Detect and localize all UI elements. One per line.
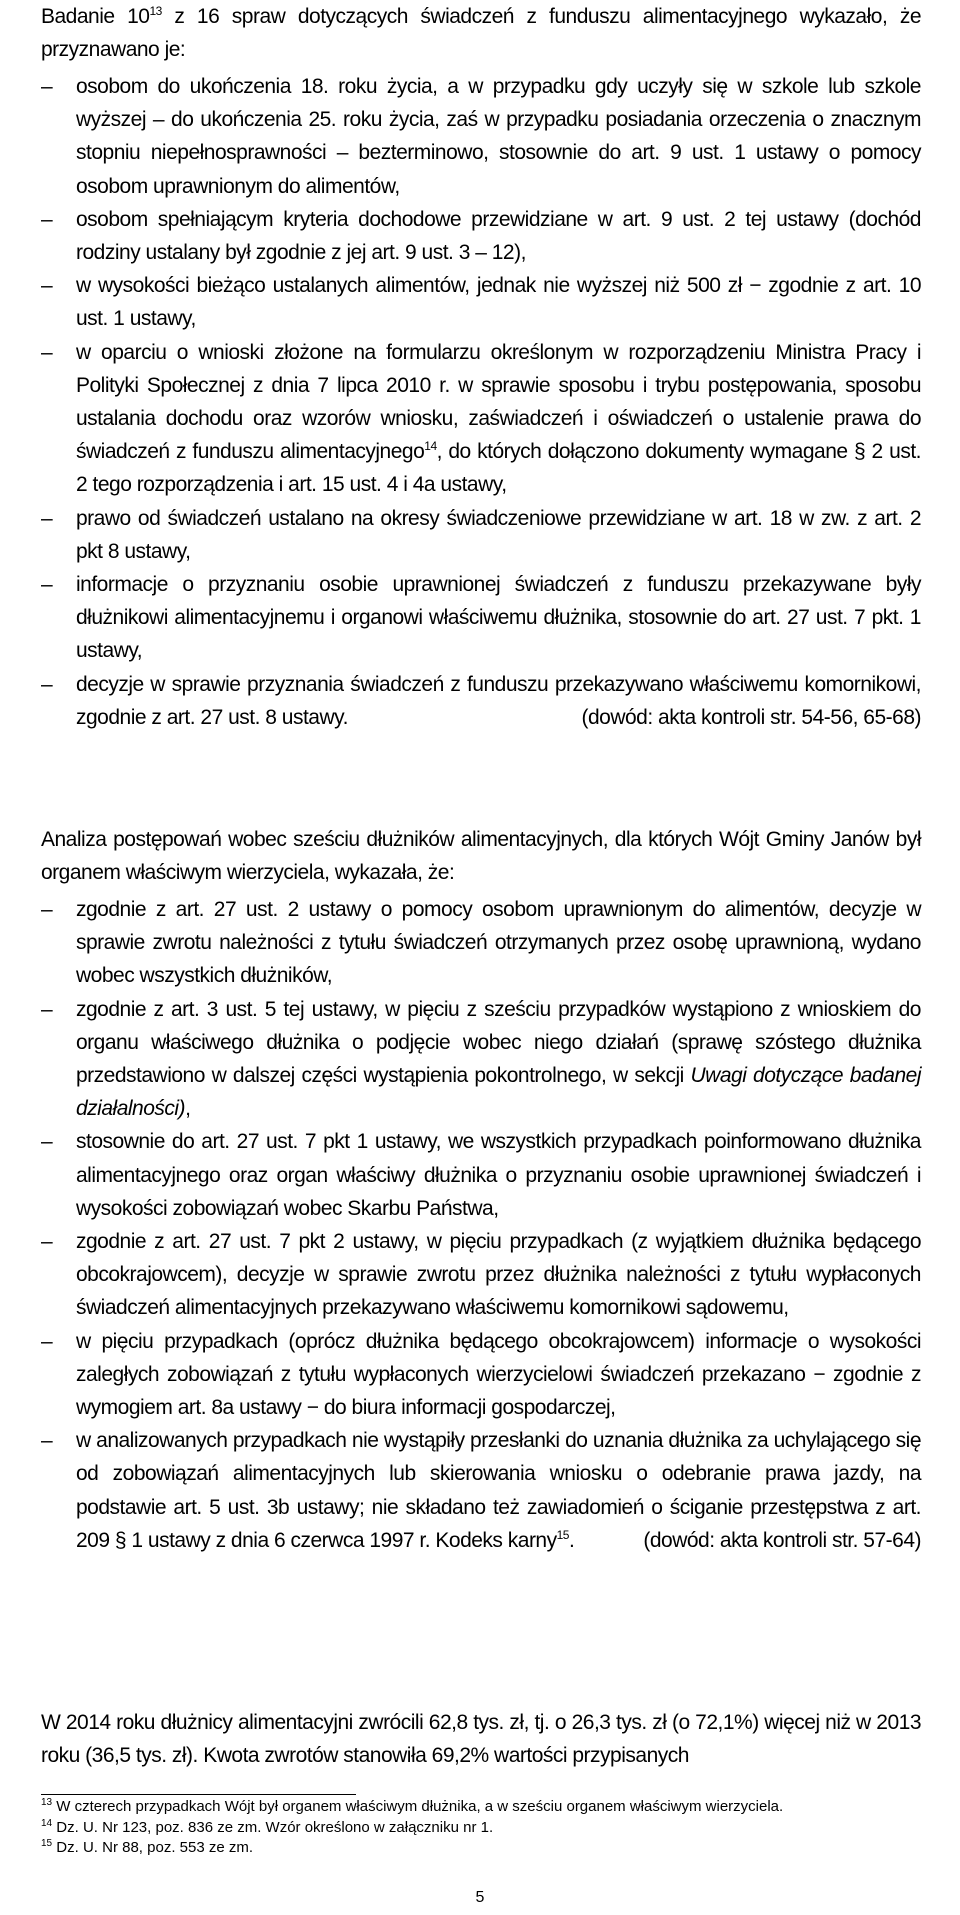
dash-bullet (41, 336, 63, 369)
footnote-15: $^{15}$ Dz. U. Nr 88, poz. 553 ze zm. (41, 1838, 254, 1856)
dash-bullet (41, 269, 63, 302)
list-item: – w oparciu o wnioski złożone na formularzu określonym w rozporządzeniu Ministra Pracy i Polityki Społecznej z dnia 7 lipca 2010 r. w sprawie sposobu i trybu postępowania, sposobu ustalania dochodu oraz wzorów wniosku, zaświadczeń i oświadczeń o ustalenie prawa do świadczeń z funduszu alimentacyjnego$^{14}$, do których dołączono dokumenty wymagane § 2 ust. 2 tego rozporządzenia i art. 15 ust. 4 i 4a ustawy, (41, 336, 921, 502)
intro-paragraph (41, 0, 921, 66)
analysis-paragraph: Analiza postępowań wobec sześciu dłużników alimentacyjnych, dla których Wójt Gminy Janów był organem właściwym wierzyciela, wykazała, że: (41, 828, 921, 885)
list-item: – stosownie do art. 27 ust. 7 pkt 1 ustawy, we wszystkich przypadkach poinformowano dłużnika alimentacyjnego oraz organ właściwy dłużnika o przyznaniu osobie uprawnionej świadczeń i wysokości zobowiązań wobec Skarbu Państwa, (41, 1125, 921, 1225)
dash-bullet (41, 502, 63, 535)
footnote-ref-13: 13 (149, 4, 162, 18)
list-item: – decyzje w sprawie przyznania świadczeń z funduszu przekazywano właściwemu komornikowi, zgodnie z art. 27 ust. 8 ustawy. (dowód: akta kontroli str. 54-56, 65-68) (41, 668, 921, 734)
dash-bullet (41, 1424, 63, 1457)
footnote-ref-15: 15 (556, 1527, 569, 1542)
list-item: – zgodnie z art. 27 ust. 2 ustawy o pomocy osobom uprawnionym do alimentów, decyzje w sprawie zwrotu należności z tytułu świadczeń otrzymanych przez osobę uprawnioną, wydano wobec wszystkich dłużników, (41, 893, 921, 993)
findings-list-1 (41, 70, 921, 734)
footnotes (41, 1797, 921, 1859)
intro-text: Badanie 10 (41, 5, 150, 28)
footnote-13: $^{13}$ W czterech przypadkach Wójt był organem właściwym dłużnika, a w sześciu organem właściwym wierzyciela. (41, 1797, 784, 1815)
dash-bullet (41, 668, 63, 701)
evidence-reference: (dowód: akta kontroli str. 54-56, 65-68) (581, 705, 921, 729)
dash-bullet (41, 993, 63, 1026)
evidence-reference: (dowód: akta kontroli str. 57-64) (643, 1528, 921, 1552)
list-item: – osobom spełniającym kryteria dochodowe przewidziane w art. 9 ust. 2 tej ustawy (dochód rodziny ustalany był zgodnie z jej art. 9 ust. 3 – 12), (41, 203, 921, 269)
dash-bullet (41, 1225, 63, 1258)
dash-bullet (41, 70, 63, 103)
dash-bullet (41, 203, 63, 236)
dash-bullet (41, 1125, 63, 1158)
italic-section-name: Uwagi dotyczące badanej działalności) (76, 1064, 921, 1121)
page-number: 5 (475, 1889, 485, 1906)
list-item: – w wysokości bieżąco ustalanych alimentów, jednak nie wyższej niż 500 zł − zgodnie z art. 10 ust. 1 ustawy, (41, 269, 921, 335)
list-item: – zgodnie z art. 27 ust. 7 pkt 2 ustawy, w pięciu przypadkach (z wyjątkiem dłużnika będącego obcokrajowcem), decyzje w sprawie zwrotu przez dłużnika należności z tytułu wypłaconych świadczeń alimentacyjnych przekazywano właściwemu komornikowi sądowemu, (41, 1225, 921, 1325)
intro-text-cont: z 16 spraw dotyczących świadczeń z funduszu alimentacyjnego wykazało, że przyznawano je: (41, 5, 921, 62)
footnote-separator (41, 1794, 356, 1795)
list-item: – w pięciu przypadkach (oprócz dłużnika będącego obcokrajowcem) informacje o wysokości zaległych zobowiązań z tytułu wypłaconych wierzycielowi świadczeń przekazano − zgodnie z wymogiem art. 8a ustawy − do biura informacji gospodarczej, (41, 1325, 921, 1425)
findings-list-2 (41, 893, 921, 1557)
dash-bullet (41, 893, 63, 926)
list-item: – prawo od świadczeń ustalano na okresy świadczeniowe przewidziane w art. 18 w zw. z art. 2 pkt 8 ustawy, (41, 502, 921, 568)
dash-bullet (41, 568, 63, 601)
summary-paragraph: W 2014 roku dłużnicy alimentacyjni zwrócili 62,8 tys. zł, tj. o 26,3 tys. zł (o 72,1%) więcej niż w 2013 roku (36,5 tys. zł). Kwota zwrotów stanowiła 69,2% wartości przypisanych (41, 1711, 921, 1768)
list-item: – zgodnie z art. 3 ust. 5 tej ustawy, w pięciu z sześciu przypadków wystąpiono z wnioskiem do organu właściwego dłużnika o podjęcie wobec niego działań (sprawę szóstego dłużnika przedstawiono w dalszej części wystąpienia pokontrolnego, w sekcji Uwagi dotyczące badanej działalności), (41, 993, 921, 1126)
list-item: – w analizowanych przypadkach nie wystąpiły przesłanki do uznania dłużnika za uchylającego się od zobowiązań alimentacyjnych lub skierowania wniosku o odebranie prawa jazdy, na podstawie art. 5 ust. 3b ustawy; nie składano też zawiadomień o ściganie przestępstwa z art. 209 § 1 ustawy z dnia 6 czerwca 1997 r. Kodeks karny$^{15}$. (dowód: akta kontroli str. 57-64) (41, 1424, 921, 1557)
list-item: – informacje o przyznaniu osobie uprawnionej świadczeń z funduszu przekazywane były dłużnikowi alimentacyjnemu i organowi właściwemu dłużnika, stosownie do art. 27 ust. 7 pkt. 1 ustawy, (41, 568, 921, 668)
dash-bullet (41, 1325, 63, 1358)
footnote-14: $^{14}$ Dz. U. Nr 123, poz. 836 ze zm. Wzór określono w załączniku nr 1. (41, 1817, 494, 1836)
footnote-ref-14: 14 (424, 439, 437, 454)
list-item: – osobom do ukończenia 18. roku życia, a w przypadku gdy uczyły się w szkole lub szkole wyższej – do ukończenia 25. roku życia, zaś w przypadku posiadania orzeczenia o znacznym stopniu niepełnosprawności – bezterminowo, stosownie do art. 9 ust. 1 ustawy o pomocy osobom uprawnionym do alimentów, (41, 70, 921, 203)
